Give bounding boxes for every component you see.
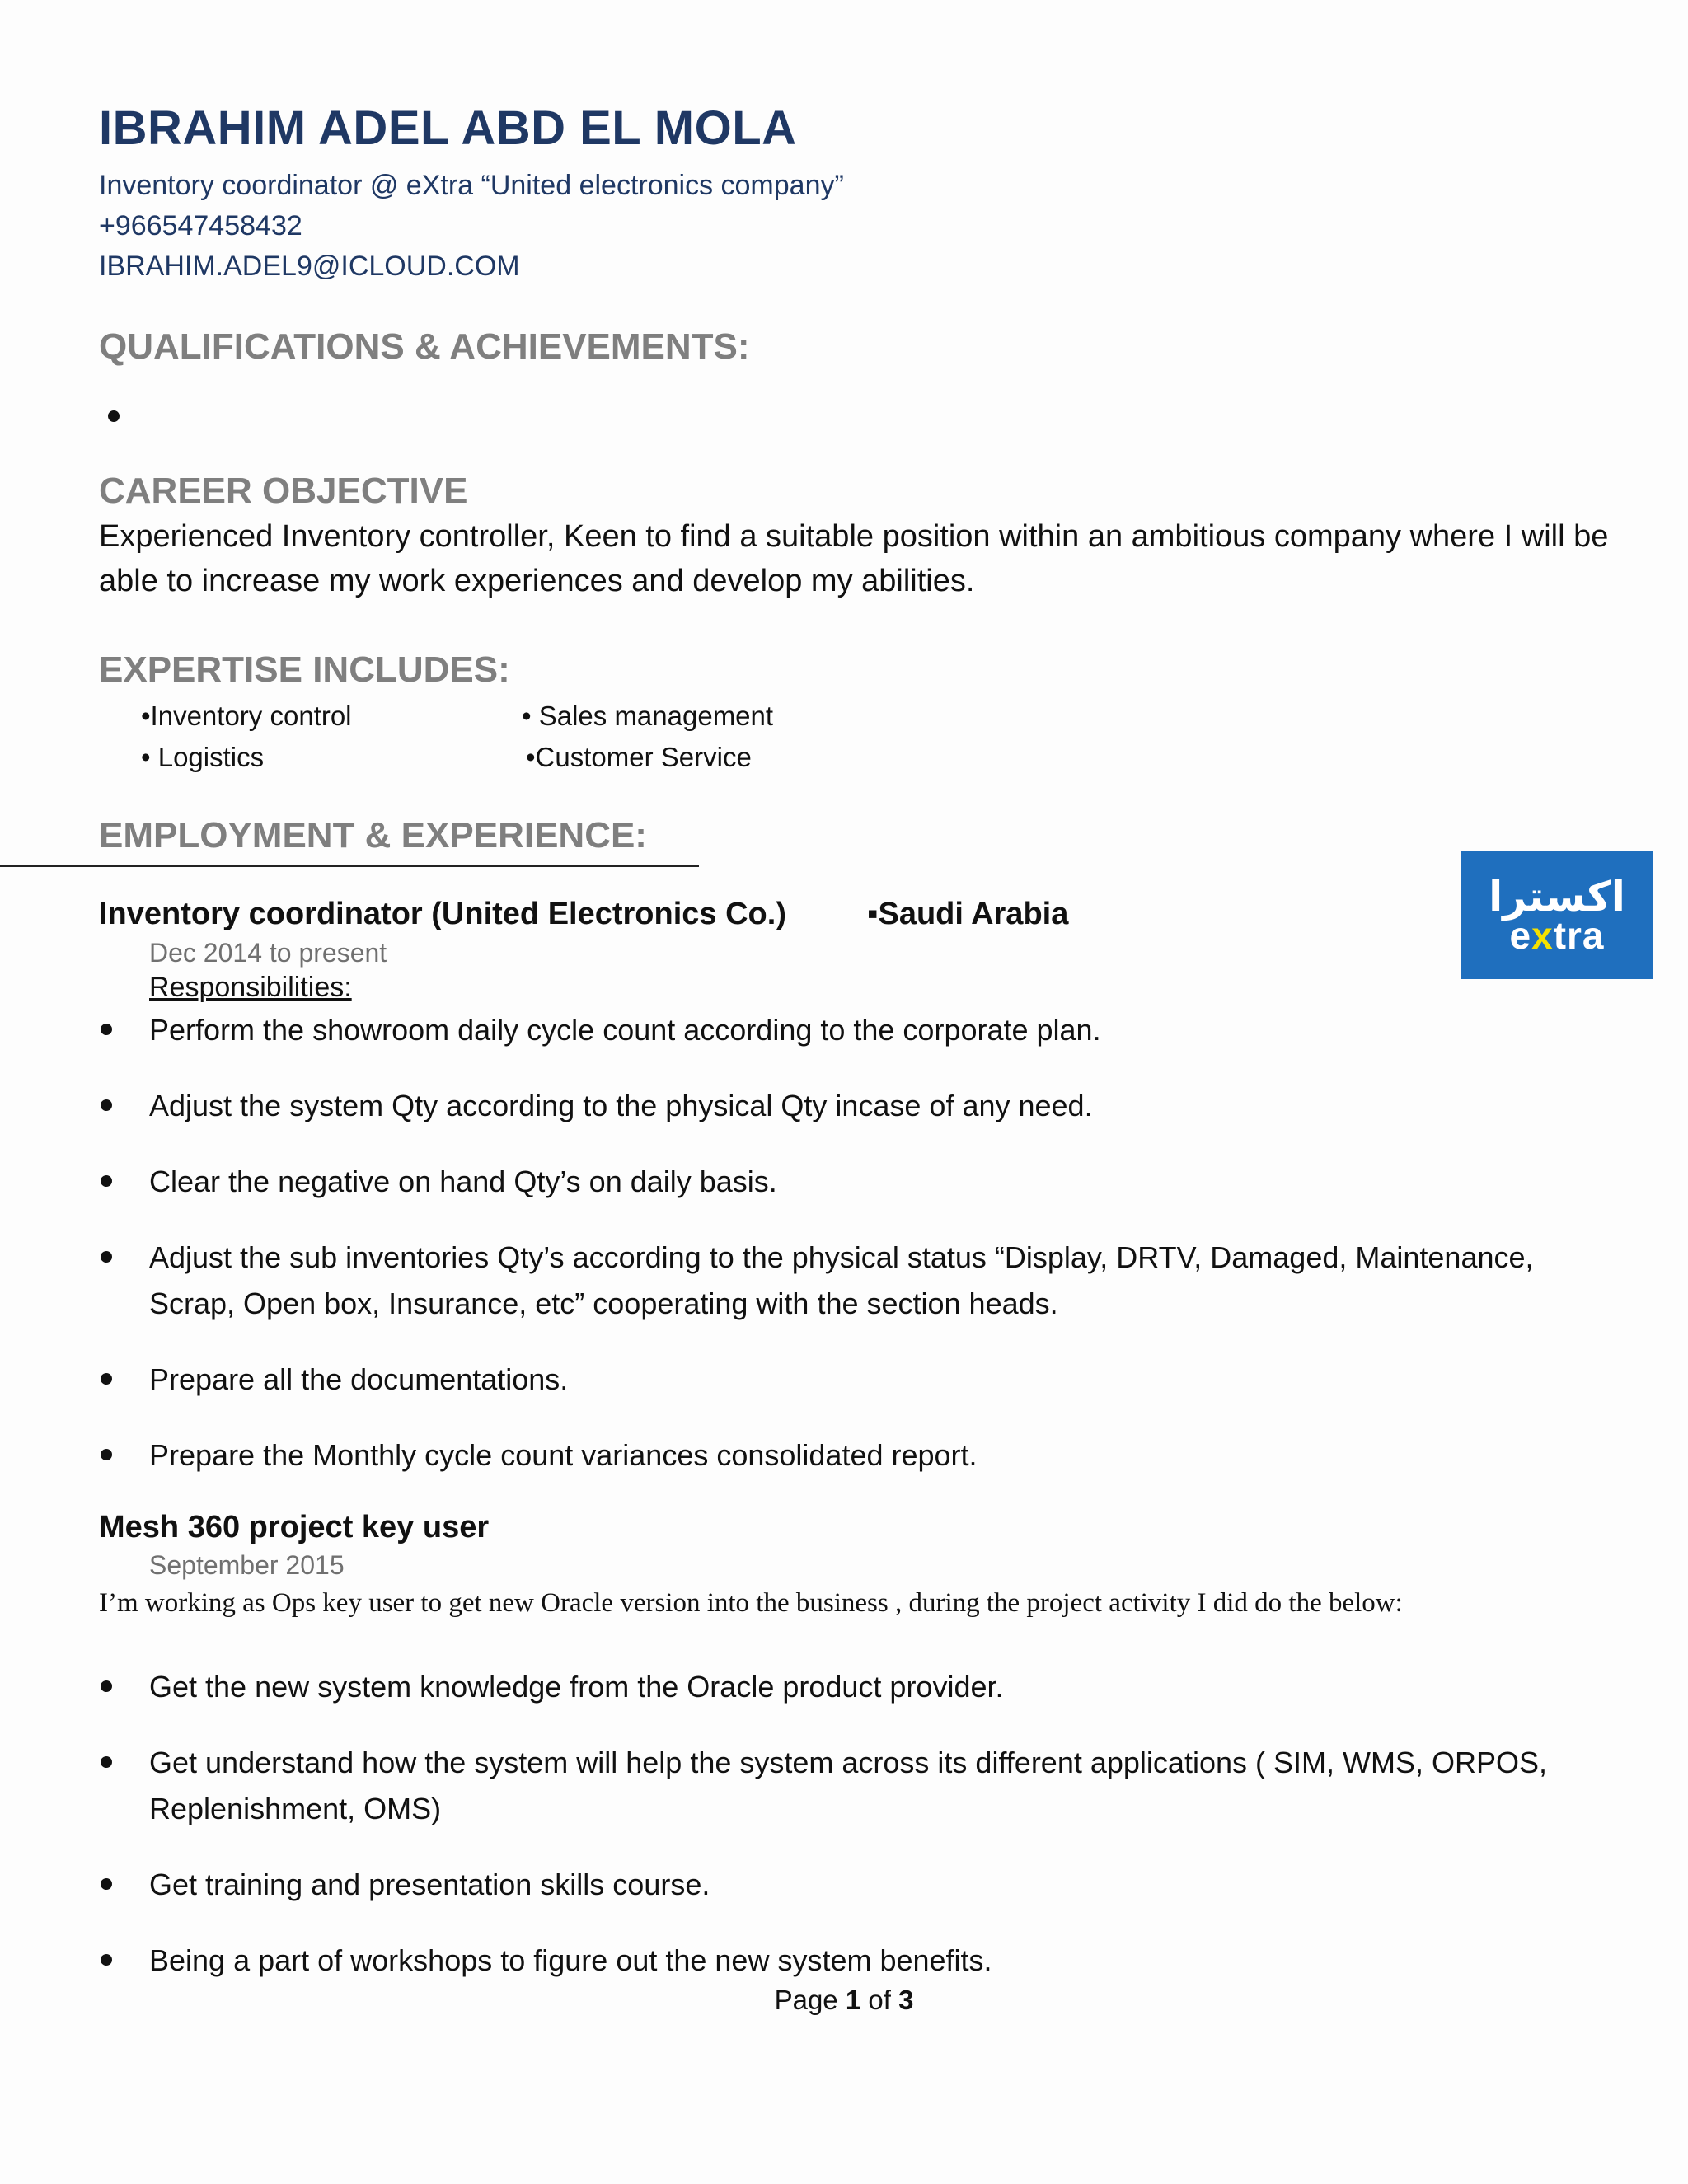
expertise-item: • Logistics [141,742,265,772]
list-bullet [101,1954,112,1966]
list-bullet [101,1373,112,1385]
responsibility-item: Perform the showroom daily cycle count according to the corporate plan. [149,1013,1101,1047]
list-bullet [101,1024,112,1035]
extra-logo [1461,851,1653,979]
list-bullet [101,1175,112,1187]
responsibility-item: Adjust the sub inventories Qty’s according to the physical status “Display, DRTV, Damaged, Maintenance, Scrap, Open box, Insurance, etc” cooperating with the section heads. [149,1240,1534,1320]
logo-arabic-text: اكسترا [1489,873,1625,921]
list-bullet [101,1099,112,1111]
career-objective-text: Experienced Inventory controller, Keen to find a suitable position within an ambitious company where I will be able to increase my work experiences and develop my abilities. [99,519,1609,598]
responsibility-item: Prepare all the documentations. [149,1362,569,1396]
email-address: IBRAHIM.ADEL9@ICLOUD.COM [99,251,520,282]
expertise-item: • Sales management [522,701,774,731]
project-intro: I’m working as Ops key user to get new Oracle version into the business , during the project activity I did do the below: [99,1588,1403,1618]
job-dates: Dec 2014 to present [149,938,387,968]
candidate-name: IBRAHIM ADEL ABD EL MOLA [99,101,797,155]
section-divider [0,865,699,867]
responsibilities-label: Responsibilities: [149,972,352,1003]
expertise-item: •Customer Service [526,742,752,772]
empty-bullet [108,410,120,422]
responsibility-item: Adjust the system Qty according to the physical Qty incase of any need. [149,1089,1093,1122]
career-objective-heading: CAREER OBJECTIVE [99,471,468,511]
expertise-heading: EXPERTISE INCLUDES: [99,649,510,690]
list-bullet [101,1251,112,1263]
page-number: Page 1 of 3 [774,1985,914,2015]
project-item: Get the new system knowledge from the Oracle product provider. [149,1670,1004,1704]
employment-heading: EMPLOYMENT & EXPERIENCE: [99,815,647,855]
list-bullet [101,1449,112,1460]
project-item: Being a part of workshops to figure out the new system benefits. [149,1943,992,1977]
project-item: Get understand how the system will help the system across its different applications ( SIM, WMS, ORPOS, Replenishment, OMS) [149,1746,1547,1825]
job-location: ▪Saudi Arabia [867,897,1069,931]
phone-number: +966547458432 [99,210,302,241]
list-bullet [101,1680,112,1692]
responsibility-item: Prepare the Monthly cycle count variances consolidated report. [149,1438,978,1472]
qualifications-heading: QUALIFICATIONS & ACHIEVEMENTS: [99,326,750,367]
expertise-item: •Inventory control [141,701,352,731]
list-bullet [101,1878,112,1890]
responsibility-item: Clear the negative on hand Qty’s on daily basis. [149,1165,777,1198]
logo-brand-text: extra [1509,914,1605,957]
current-position: Inventory coordinator @ eXtra “United electronics company” [99,170,844,201]
project-title: Mesh 360 project key user [99,1510,490,1544]
project-item: Get training and presentation skills course. [149,1868,710,1901]
list-bullet [101,1756,112,1768]
job-title: Inventory coordinator (United Electronics Co.) [99,897,786,931]
project-dates: September 2015 [149,1550,345,1580]
